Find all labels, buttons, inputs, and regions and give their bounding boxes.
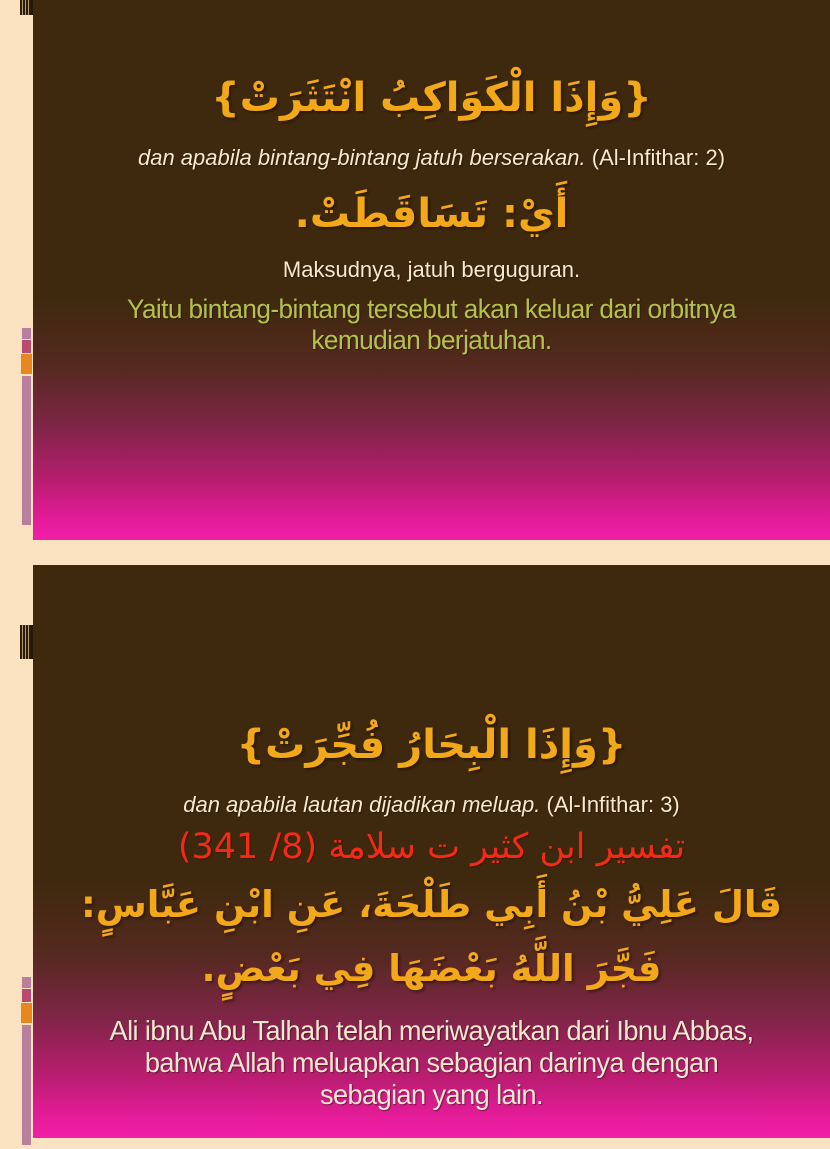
barcode-stripe-icon	[20, 625, 33, 659]
slide-1	[33, 0, 830, 540]
slide2-arabic-quote-line2: فَجَّرَ اللَّهُ بَعْضَهَا فِي بَعْضٍ.	[201, 947, 662, 990]
slide2-arabic-quote-line1: قَالَ عَلِيُّ بْنُ أَبِي طَلْحَةَ، عَنِ ابْنِ عَبَّاسٍ:	[80, 883, 783, 926]
slide1-arabic-verse-title: {وَإِذَا الْكَوَاكِبُ انْتَثَرَتْ}	[211, 75, 652, 121]
slide2-commentary-line: bahwa Allah meluapkan sebagian darinya dengan	[144, 1047, 719, 1078]
slide1-commentary-line: Yaitu bintang-bintang tersebut akan keluar dari orbitnya	[126, 294, 736, 324]
slide1-commentary	[33, 294, 830, 356]
slide2-arabic-verse-title: {وَإِذَا الْبِحَارُ فُجِّرَتْ}	[236, 722, 627, 768]
slide1-translation	[136, 144, 728, 172]
slide1-translation-text: dan apabila bintang-bintang jatuh berserakan.	[137, 145, 586, 170]
slide2-commentary	[33, 1015, 830, 1111]
slide2-verse-reference: (Al-Infithar: 3)	[546, 792, 680, 817]
slide1-verse-reference: (Al-Infithar: 2)	[591, 145, 726, 170]
slide2-scrollbar-thumb[interactable]	[22, 1025, 31, 1145]
slide2-commentary-line: Ali ibnu Abu Talhah telah meriwayatkan dari Ibnu Abbas,	[109, 1015, 754, 1046]
slide1-scrollbar-thumb[interactable]	[22, 376, 31, 525]
slide2-margin-marker-orange	[21, 1003, 32, 1023]
slide2-commentary-line: sebagian yang lain.	[319, 1079, 544, 1110]
slide1-margin-marker-orange	[21, 354, 32, 374]
slide2-margin-marker-mauve	[22, 977, 31, 988]
barcode-stripe-icon	[20, 0, 33, 15]
slide1-meaning-text: Maksudnya, jatuh berguguran.	[282, 257, 581, 282]
slide2-tafsir-citation: تفسير ابن كثير ت سلامة (8/ 341)	[177, 827, 686, 867]
slide2-translation-text: dan apabila lautan dijadikan meluap.	[183, 792, 541, 817]
slide1-margin-marker-pink	[22, 340, 31, 353]
slide2-translation	[62, 791, 802, 819]
slide1-arabic-gloss: أَيْ: تَسَاقَطَتْ.	[294, 191, 569, 237]
slide1-margin-marker-mauve	[22, 328, 31, 339]
slide1-commentary-line: kemudian berjatuhan.	[311, 325, 552, 355]
slide-2	[33, 565, 830, 1138]
slide2-margin-marker-pink	[22, 989, 31, 1002]
